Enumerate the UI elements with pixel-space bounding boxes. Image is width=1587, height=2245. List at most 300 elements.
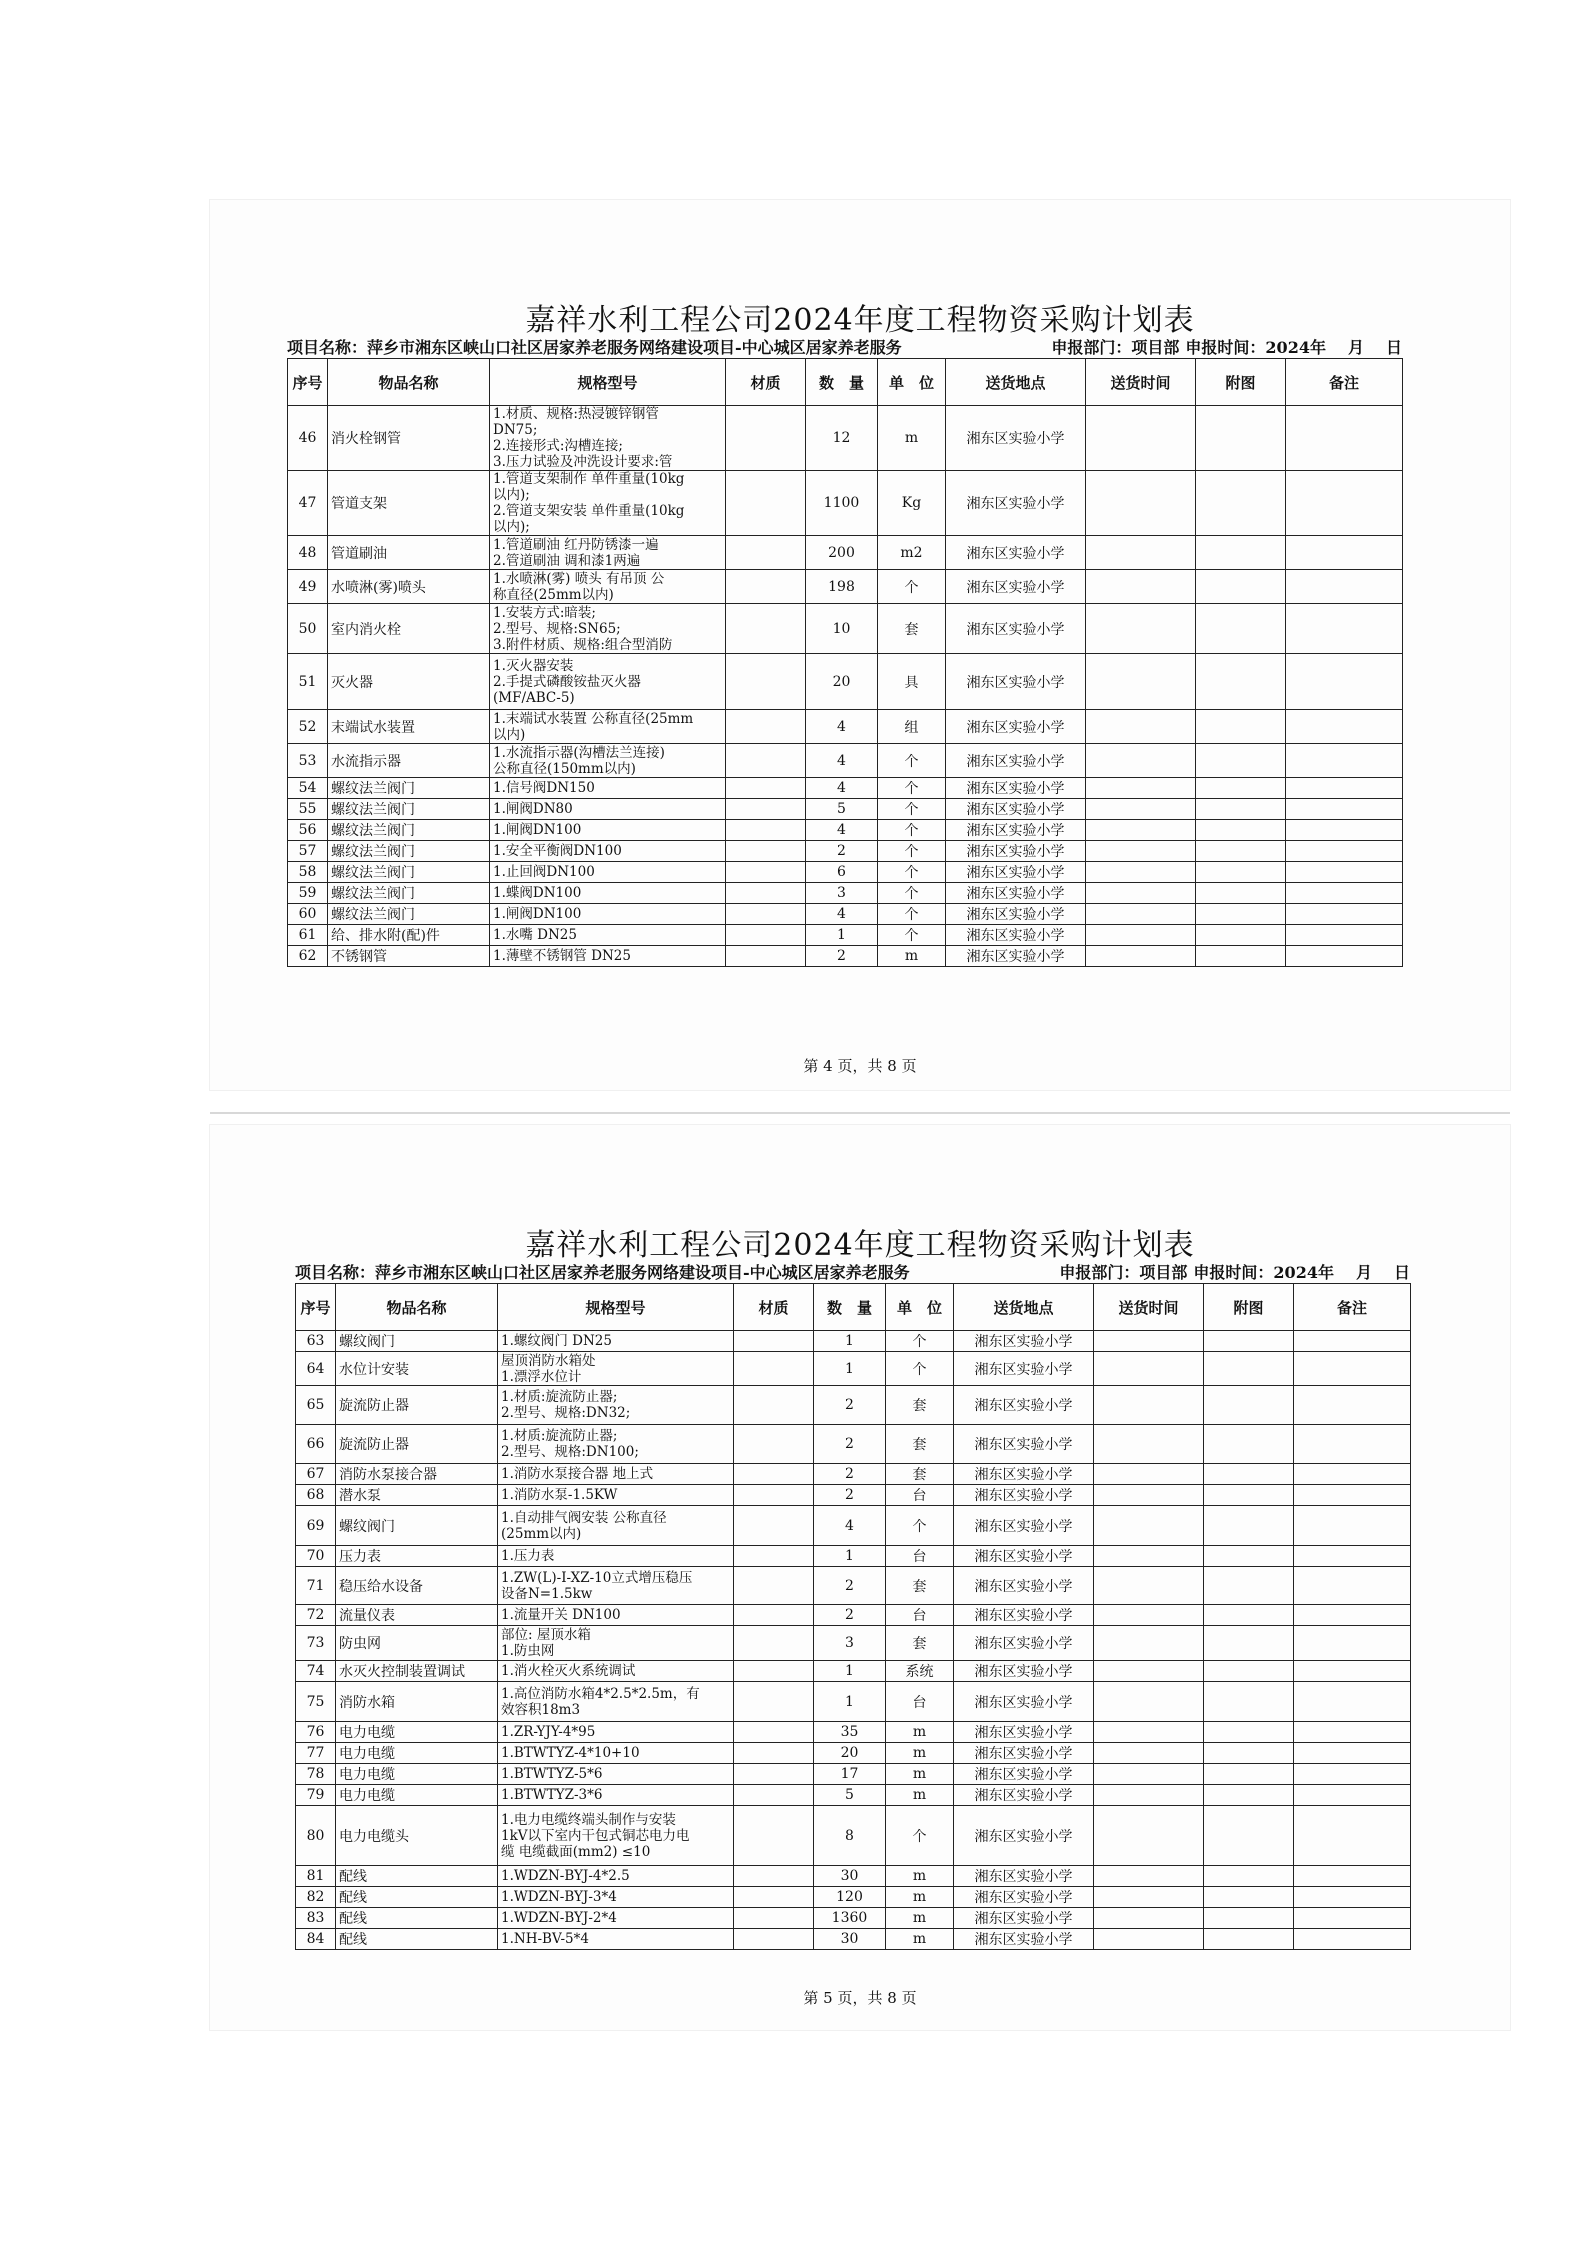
- delivery-time: [1086, 925, 1196, 946]
- delivery-time: [1086, 710, 1196, 744]
- attachment: [1196, 471, 1286, 536]
- delivery-location: 湘东区实验小学: [946, 406, 1086, 471]
- item-quantity: 2: [814, 1425, 886, 1464]
- item-number: 51: [288, 654, 328, 710]
- spec-line: 效容积18m3: [501, 1701, 581, 1718]
- remarks: [1294, 1331, 1411, 1352]
- item-unit: 具: [878, 654, 946, 710]
- item-quantity: 2: [814, 1605, 886, 1626]
- item-number: 68: [296, 1485, 336, 1506]
- delivery-location: 湘东区实验小学: [946, 536, 1086, 570]
- item-specification: [498, 1386, 734, 1425]
- table-row: [296, 1352, 1411, 1386]
- delivery-location: 湘东区实验小学: [954, 1661, 1094, 1682]
- spec-line: 2.手提式磷酸铵盐灭火器: [493, 673, 641, 690]
- delivery-time: [1086, 471, 1196, 536]
- item-number: 58: [288, 862, 328, 883]
- item-specification: [490, 946, 726, 967]
- delivery-time: [1094, 1626, 1204, 1661]
- table-row: [288, 883, 1403, 904]
- delivery-time: [1094, 1567, 1204, 1605]
- delivery-location: 湘东区实验小学: [954, 1331, 1094, 1352]
- item-name: 潜水泵: [336, 1485, 498, 1506]
- item-unit: 系统: [886, 1661, 954, 1682]
- item-quantity: 2: [814, 1485, 886, 1506]
- item-name: 消火栓钢管: [328, 406, 490, 471]
- item-specification: [498, 1887, 734, 1908]
- item-specification: [490, 904, 726, 925]
- remarks: [1294, 1386, 1411, 1425]
- page-footer: 第 4 页，共 8 页: [803, 1057, 917, 1075]
- spec-line: 1.消防水泵接合器 地上式: [501, 1466, 654, 1482]
- item-name: 螺纹法兰阀门: [328, 883, 490, 904]
- attachment: [1196, 710, 1286, 744]
- item-number: 61: [288, 925, 328, 946]
- item-unit: 套: [886, 1386, 954, 1425]
- table-header-row: [288, 359, 1403, 406]
- item-material: [726, 710, 806, 744]
- item-specification: [498, 1506, 734, 1546]
- item-material: [734, 1866, 814, 1887]
- item-material: [726, 744, 806, 778]
- column-header-no: 序号: [288, 359, 328, 406]
- item-number: 70: [296, 1546, 336, 1567]
- item-specification: [490, 406, 726, 471]
- column-header-material: 材质: [734, 1284, 814, 1331]
- attachment: [1196, 799, 1286, 820]
- item-specification: [490, 925, 726, 946]
- item-quantity: 1: [814, 1661, 886, 1682]
- spec-line: 3.压力试验及冲洗设计要求:管: [493, 454, 673, 470]
- attachment: [1204, 1506, 1294, 1546]
- attachment: [1196, 862, 1286, 883]
- month-label: 月: [1347, 338, 1364, 357]
- item-name: 给、排水附(配)件: [328, 925, 490, 946]
- table-row: [296, 1887, 1411, 1908]
- item-name: 螺纹法兰阀门: [328, 778, 490, 799]
- delivery-time: [1086, 570, 1196, 604]
- table-row: [288, 570, 1403, 604]
- item-quantity: 4: [814, 1506, 886, 1546]
- remarks: [1286, 570, 1403, 604]
- item-unit: 套: [886, 1425, 954, 1464]
- table-row: [288, 799, 1403, 820]
- table-row: [288, 744, 1403, 778]
- remarks: [1294, 1464, 1411, 1485]
- item-number: 52: [288, 710, 328, 744]
- item-specification: [498, 1785, 734, 1806]
- spec-line: 1.压力表: [501, 1548, 555, 1564]
- item-unit: m: [886, 1908, 954, 1929]
- delivery-location: 湘东区实验小学: [946, 604, 1086, 654]
- column-header-figure: 附图: [1204, 1284, 1294, 1331]
- report-date-label: 申报时间：2024年: [1193, 1263, 1334, 1282]
- item-specification: [490, 744, 726, 778]
- remarks: [1286, 744, 1403, 778]
- item-quantity: 10: [806, 604, 878, 654]
- item-unit: 套: [886, 1464, 954, 1485]
- item-number: 84: [296, 1929, 336, 1950]
- delivery-location: 湘东区实验小学: [954, 1425, 1094, 1464]
- item-material: [734, 1567, 814, 1605]
- spec-line: 1.BTWTYZ-4*10+10: [501, 1745, 640, 1761]
- table-row: [296, 1929, 1411, 1950]
- item-name: 配线: [336, 1929, 498, 1950]
- delivery-location: 湘东区实验小学: [954, 1546, 1094, 1567]
- spec-line: (MF/ABC-5): [493, 689, 575, 706]
- item-material: [726, 536, 806, 570]
- item-number: 71: [296, 1567, 336, 1605]
- attachment: [1196, 820, 1286, 841]
- item-number: 79: [296, 1785, 336, 1806]
- item-material: [734, 1352, 814, 1386]
- remarks: [1286, 406, 1403, 471]
- item-unit: 个: [878, 778, 946, 799]
- delivery-location: 湘东区实验小学: [954, 1743, 1094, 1764]
- spec-line: 1.闸阀DN100: [493, 822, 582, 838]
- item-quantity: 1100: [806, 471, 878, 536]
- spec-line: 1.高位消防水箱4*2.5*2.5m，有: [501, 1685, 700, 1702]
- spec-line: (25mm以内): [501, 1525, 582, 1542]
- item-number: 49: [288, 570, 328, 604]
- table-row: [296, 1764, 1411, 1785]
- delivery-time: [1094, 1352, 1204, 1386]
- delivery-time: [1094, 1866, 1204, 1887]
- item-quantity: 20: [814, 1743, 886, 1764]
- delivery-location: 湘东区实验小学: [946, 883, 1086, 904]
- delivery-location: 湘东区实验小学: [946, 471, 1086, 536]
- item-number: 59: [288, 883, 328, 904]
- delivery-time: [1086, 406, 1196, 471]
- item-material: [734, 1425, 814, 1464]
- item-number: 63: [296, 1331, 336, 1352]
- item-material: [726, 946, 806, 967]
- table-row: [288, 406, 1403, 471]
- item-specification: [490, 841, 726, 862]
- item-material: [726, 925, 806, 946]
- item-quantity: 5: [814, 1785, 886, 1806]
- table-row: [296, 1605, 1411, 1626]
- item-name: 螺纹法兰阀门: [328, 841, 490, 862]
- item-quantity: 1: [814, 1352, 886, 1386]
- column-header-qty: 数 量: [806, 359, 878, 406]
- delivery-time: [1094, 1887, 1204, 1908]
- item-quantity: 20: [806, 654, 878, 710]
- item-name: 管道支架: [328, 471, 490, 536]
- item-name: 水位计安装: [336, 1352, 498, 1386]
- table-row: [288, 946, 1403, 967]
- item-specification: [498, 1605, 734, 1626]
- delivery-location: 湘东区实验小学: [954, 1506, 1094, 1546]
- table-row: [296, 1485, 1411, 1506]
- item-number: 77: [296, 1743, 336, 1764]
- delivery-location: 湘东区实验小学: [954, 1887, 1094, 1908]
- delivery-time: [1094, 1546, 1204, 1567]
- item-name: 不锈钢管: [328, 946, 490, 967]
- attachment: [1204, 1546, 1294, 1567]
- remarks: [1286, 925, 1403, 946]
- attachment: [1196, 904, 1286, 925]
- delivery-time: [1086, 946, 1196, 967]
- month-label: 月: [1355, 1263, 1372, 1282]
- remarks: [1286, 862, 1403, 883]
- item-name: 电力电缆头: [336, 1806, 498, 1866]
- spec-line: 称直径(25mm以内): [493, 586, 614, 603]
- column-header-no: 序号: [296, 1284, 336, 1331]
- attachment: [1204, 1567, 1294, 1605]
- table-row: [288, 904, 1403, 925]
- attachment: [1204, 1806, 1294, 1866]
- delivery-time: [1094, 1425, 1204, 1464]
- spec-line: 以内): [493, 726, 526, 743]
- delivery-time: [1086, 841, 1196, 862]
- item-number: 81: [296, 1866, 336, 1887]
- attachment: [1196, 883, 1286, 904]
- item-quantity: 4: [806, 820, 878, 841]
- column-header-spec: 规格型号: [498, 1284, 734, 1331]
- delivery-time: [1094, 1464, 1204, 1485]
- item-specification: [490, 570, 726, 604]
- item-unit: 套: [878, 604, 946, 654]
- spec-line: 以内);: [493, 519, 530, 535]
- item-name: 水喷淋(雾)喷头: [328, 570, 490, 604]
- item-unit: 个: [886, 1331, 954, 1352]
- column-header-place: 送货地点: [946, 359, 1086, 406]
- department-label: 申报部门：项目部: [1059, 1263, 1188, 1282]
- delivery-location: 湘东区实验小学: [954, 1682, 1094, 1722]
- remarks: [1294, 1352, 1411, 1386]
- spec-line: 1.薄壁不锈钢管 DN25: [493, 948, 631, 964]
- item-specification: [498, 1743, 734, 1764]
- attachment: [1204, 1866, 1294, 1887]
- remarks: [1294, 1908, 1411, 1929]
- remarks: [1294, 1425, 1411, 1464]
- procurement-table: [287, 358, 1403, 967]
- remarks: [1294, 1682, 1411, 1722]
- item-number: 47: [288, 471, 328, 536]
- spec-line: 1.消火栓灭火系统调试: [501, 1663, 636, 1679]
- item-quantity: 6: [806, 862, 878, 883]
- item-material: [734, 1743, 814, 1764]
- item-name: 螺纹法兰阀门: [328, 820, 490, 841]
- item-quantity: 2: [814, 1386, 886, 1425]
- item-unit: 个: [886, 1806, 954, 1866]
- delivery-location: 湘东区实验小学: [954, 1626, 1094, 1661]
- item-material: [734, 1506, 814, 1546]
- item-unit: m2: [878, 536, 946, 570]
- spec-line: 1.NH-BV-5*4: [501, 1931, 589, 1947]
- spec-line: 1.BTWTYZ-5*6: [501, 1766, 603, 1782]
- item-name: 螺纹阀门: [336, 1331, 498, 1352]
- remarks: [1294, 1506, 1411, 1546]
- page-footer: 第 5 页，共 8 页: [803, 1989, 917, 2007]
- project-name: 项目名称：萍乡市湘东区峡山口社区居家养老服务网络建设项目-中心城区居家养老服务: [287, 338, 902, 357]
- delivery-location: 湘东区实验小学: [946, 710, 1086, 744]
- table-row: [288, 710, 1403, 744]
- spec-line: 2.管道支架安装 单件重量(10kg: [493, 503, 685, 519]
- table-row: [296, 1331, 1411, 1352]
- table-header-row: [296, 1284, 1411, 1331]
- item-unit: m: [878, 406, 946, 471]
- declaration-info: [1053, 1260, 1410, 1283]
- delivery-time: [1086, 883, 1196, 904]
- attachment: [1196, 536, 1286, 570]
- item-number: 80: [296, 1806, 336, 1866]
- item-material: [734, 1908, 814, 1929]
- table-row: [296, 1546, 1411, 1567]
- item-name: 电力电缆: [336, 1722, 498, 1743]
- item-name: 压力表: [336, 1546, 498, 1567]
- spec-line: 1.WDZN-BYJ-3*4: [501, 1889, 617, 1905]
- attachment: [1204, 1605, 1294, 1626]
- attachment: [1204, 1764, 1294, 1785]
- delivery-time: [1094, 1743, 1204, 1764]
- procurement-table: [295, 1283, 1411, 1950]
- attachment: [1204, 1682, 1294, 1722]
- delivery-location: 湘东区实验小学: [946, 820, 1086, 841]
- delivery-location: 湘东区实验小学: [954, 1866, 1094, 1887]
- document-title: 嘉祥水利工程公司2024年度工程物资采购计划表: [525, 303, 1195, 338]
- item-unit: m: [886, 1743, 954, 1764]
- remarks: [1294, 1764, 1411, 1785]
- document-title: 嘉祥水利工程公司2024年度工程物资采购计划表: [525, 1228, 1195, 1263]
- remarks: [1294, 1626, 1411, 1661]
- item-name: 灭火器: [328, 654, 490, 710]
- spec-line: 1kV以下室内干包式铜芯电力电: [501, 1827, 690, 1844]
- attachment: [1204, 1661, 1294, 1682]
- item-specification: [498, 1425, 734, 1464]
- scanned-page-4: [210, 200, 1510, 1090]
- delivery-time: [1094, 1331, 1204, 1352]
- day-label: 日: [1393, 1263, 1410, 1282]
- item-material: [726, 904, 806, 925]
- item-material: [726, 883, 806, 904]
- item-number: 74: [296, 1661, 336, 1682]
- remarks: [1286, 820, 1403, 841]
- remarks: [1286, 536, 1403, 570]
- item-specification: [498, 1626, 734, 1661]
- spec-line: 1.水流指示器(沟槽法兰连接): [493, 744, 665, 761]
- item-quantity: 4: [806, 778, 878, 799]
- item-name: 螺纹法兰阀门: [328, 904, 490, 925]
- table-row: [296, 1506, 1411, 1546]
- attachment: [1204, 1331, 1294, 1352]
- item-specification: [490, 604, 726, 654]
- delivery-location: 湘东区实验小学: [946, 654, 1086, 710]
- remarks: [1286, 471, 1403, 536]
- item-name: 末端试水装置: [328, 710, 490, 744]
- item-specification: [490, 820, 726, 841]
- item-unit: m: [886, 1722, 954, 1743]
- item-number: 53: [288, 744, 328, 778]
- attachment: [1204, 1929, 1294, 1950]
- spec-line: 屋顶消防水箱处: [501, 1352, 596, 1369]
- spec-line: 1.材质、规格:热浸镀锌钢管: [493, 406, 659, 422]
- delivery-location: 湘东区实验小学: [946, 799, 1086, 820]
- delivery-location: 湘东区实验小学: [954, 1764, 1094, 1785]
- delivery-time: [1094, 1722, 1204, 1743]
- remarks: [1294, 1806, 1411, 1866]
- item-specification: [490, 536, 726, 570]
- item-name: 水灭火控制装置调试: [336, 1661, 498, 1682]
- item-material: [734, 1785, 814, 1806]
- item-number: 48: [288, 536, 328, 570]
- delivery-time: [1086, 904, 1196, 925]
- page-separator: [210, 1112, 1510, 1114]
- item-material: [734, 1464, 814, 1485]
- item-unit: 个: [878, 570, 946, 604]
- remarks: [1294, 1929, 1411, 1950]
- item-material: [726, 862, 806, 883]
- item-specification: [498, 1866, 734, 1887]
- spec-line: 1.闸阀DN100: [493, 906, 582, 922]
- item-material: [734, 1661, 814, 1682]
- spec-line: 1.防虫网: [501, 1643, 555, 1659]
- item-number: 55: [288, 799, 328, 820]
- attachment: [1204, 1352, 1294, 1386]
- table-row: [296, 1661, 1411, 1682]
- remarks: [1294, 1887, 1411, 1908]
- item-number: 46: [288, 406, 328, 471]
- item-material: [726, 604, 806, 654]
- item-name: 旋流防止器: [336, 1425, 498, 1464]
- spec-line: 1.BTWTYZ-3*6: [501, 1787, 603, 1803]
- item-unit: 个: [878, 799, 946, 820]
- item-quantity: 2: [814, 1567, 886, 1605]
- item-specification: [490, 799, 726, 820]
- item-unit: 台: [886, 1485, 954, 1506]
- remarks: [1286, 946, 1403, 967]
- item-unit: 台: [886, 1546, 954, 1567]
- remarks: [1294, 1866, 1411, 1887]
- item-quantity: 120: [814, 1887, 886, 1908]
- spec-line: 1.漂浮水位计: [501, 1368, 582, 1385]
- spec-line: 2.型号、规格:DN100;: [501, 1444, 639, 1460]
- item-material: [734, 1764, 814, 1785]
- item-name: 防虫网: [336, 1626, 498, 1661]
- spec-line: 1.ZW(L)-I-XZ-10立式增压稳压: [501, 1569, 693, 1586]
- attachment: [1204, 1785, 1294, 1806]
- item-quantity: 2: [806, 841, 878, 862]
- column-header-time: 送货时间: [1094, 1284, 1204, 1331]
- item-unit: 个: [878, 744, 946, 778]
- spec-line: 设备N=1.5kw: [501, 1585, 593, 1602]
- item-name: 水流指示器: [328, 744, 490, 778]
- item-name: 配线: [336, 1866, 498, 1887]
- item-material: [734, 1386, 814, 1425]
- remarks: [1294, 1743, 1411, 1764]
- item-number: 57: [288, 841, 328, 862]
- delivery-time: [1086, 604, 1196, 654]
- item-name: 电力电缆: [336, 1743, 498, 1764]
- item-number: 83: [296, 1908, 336, 1929]
- item-unit: 个: [878, 862, 946, 883]
- table-row: [288, 654, 1403, 710]
- column-header-place: 送货地点: [954, 1284, 1094, 1331]
- column-header-note: 备注: [1294, 1284, 1411, 1331]
- item-quantity: 4: [806, 904, 878, 925]
- item-unit: 个: [878, 820, 946, 841]
- item-quantity: 17: [814, 1764, 886, 1785]
- item-quantity: 200: [806, 536, 878, 570]
- item-quantity: 1360: [814, 1908, 886, 1929]
- delivery-location: 湘东区实验小学: [954, 1929, 1094, 1950]
- table-row: [296, 1425, 1411, 1464]
- delivery-location: 湘东区实验小学: [954, 1605, 1094, 1626]
- item-quantity: 2: [806, 946, 878, 967]
- table-row: [296, 1464, 1411, 1485]
- item-quantity: 12: [806, 406, 878, 471]
